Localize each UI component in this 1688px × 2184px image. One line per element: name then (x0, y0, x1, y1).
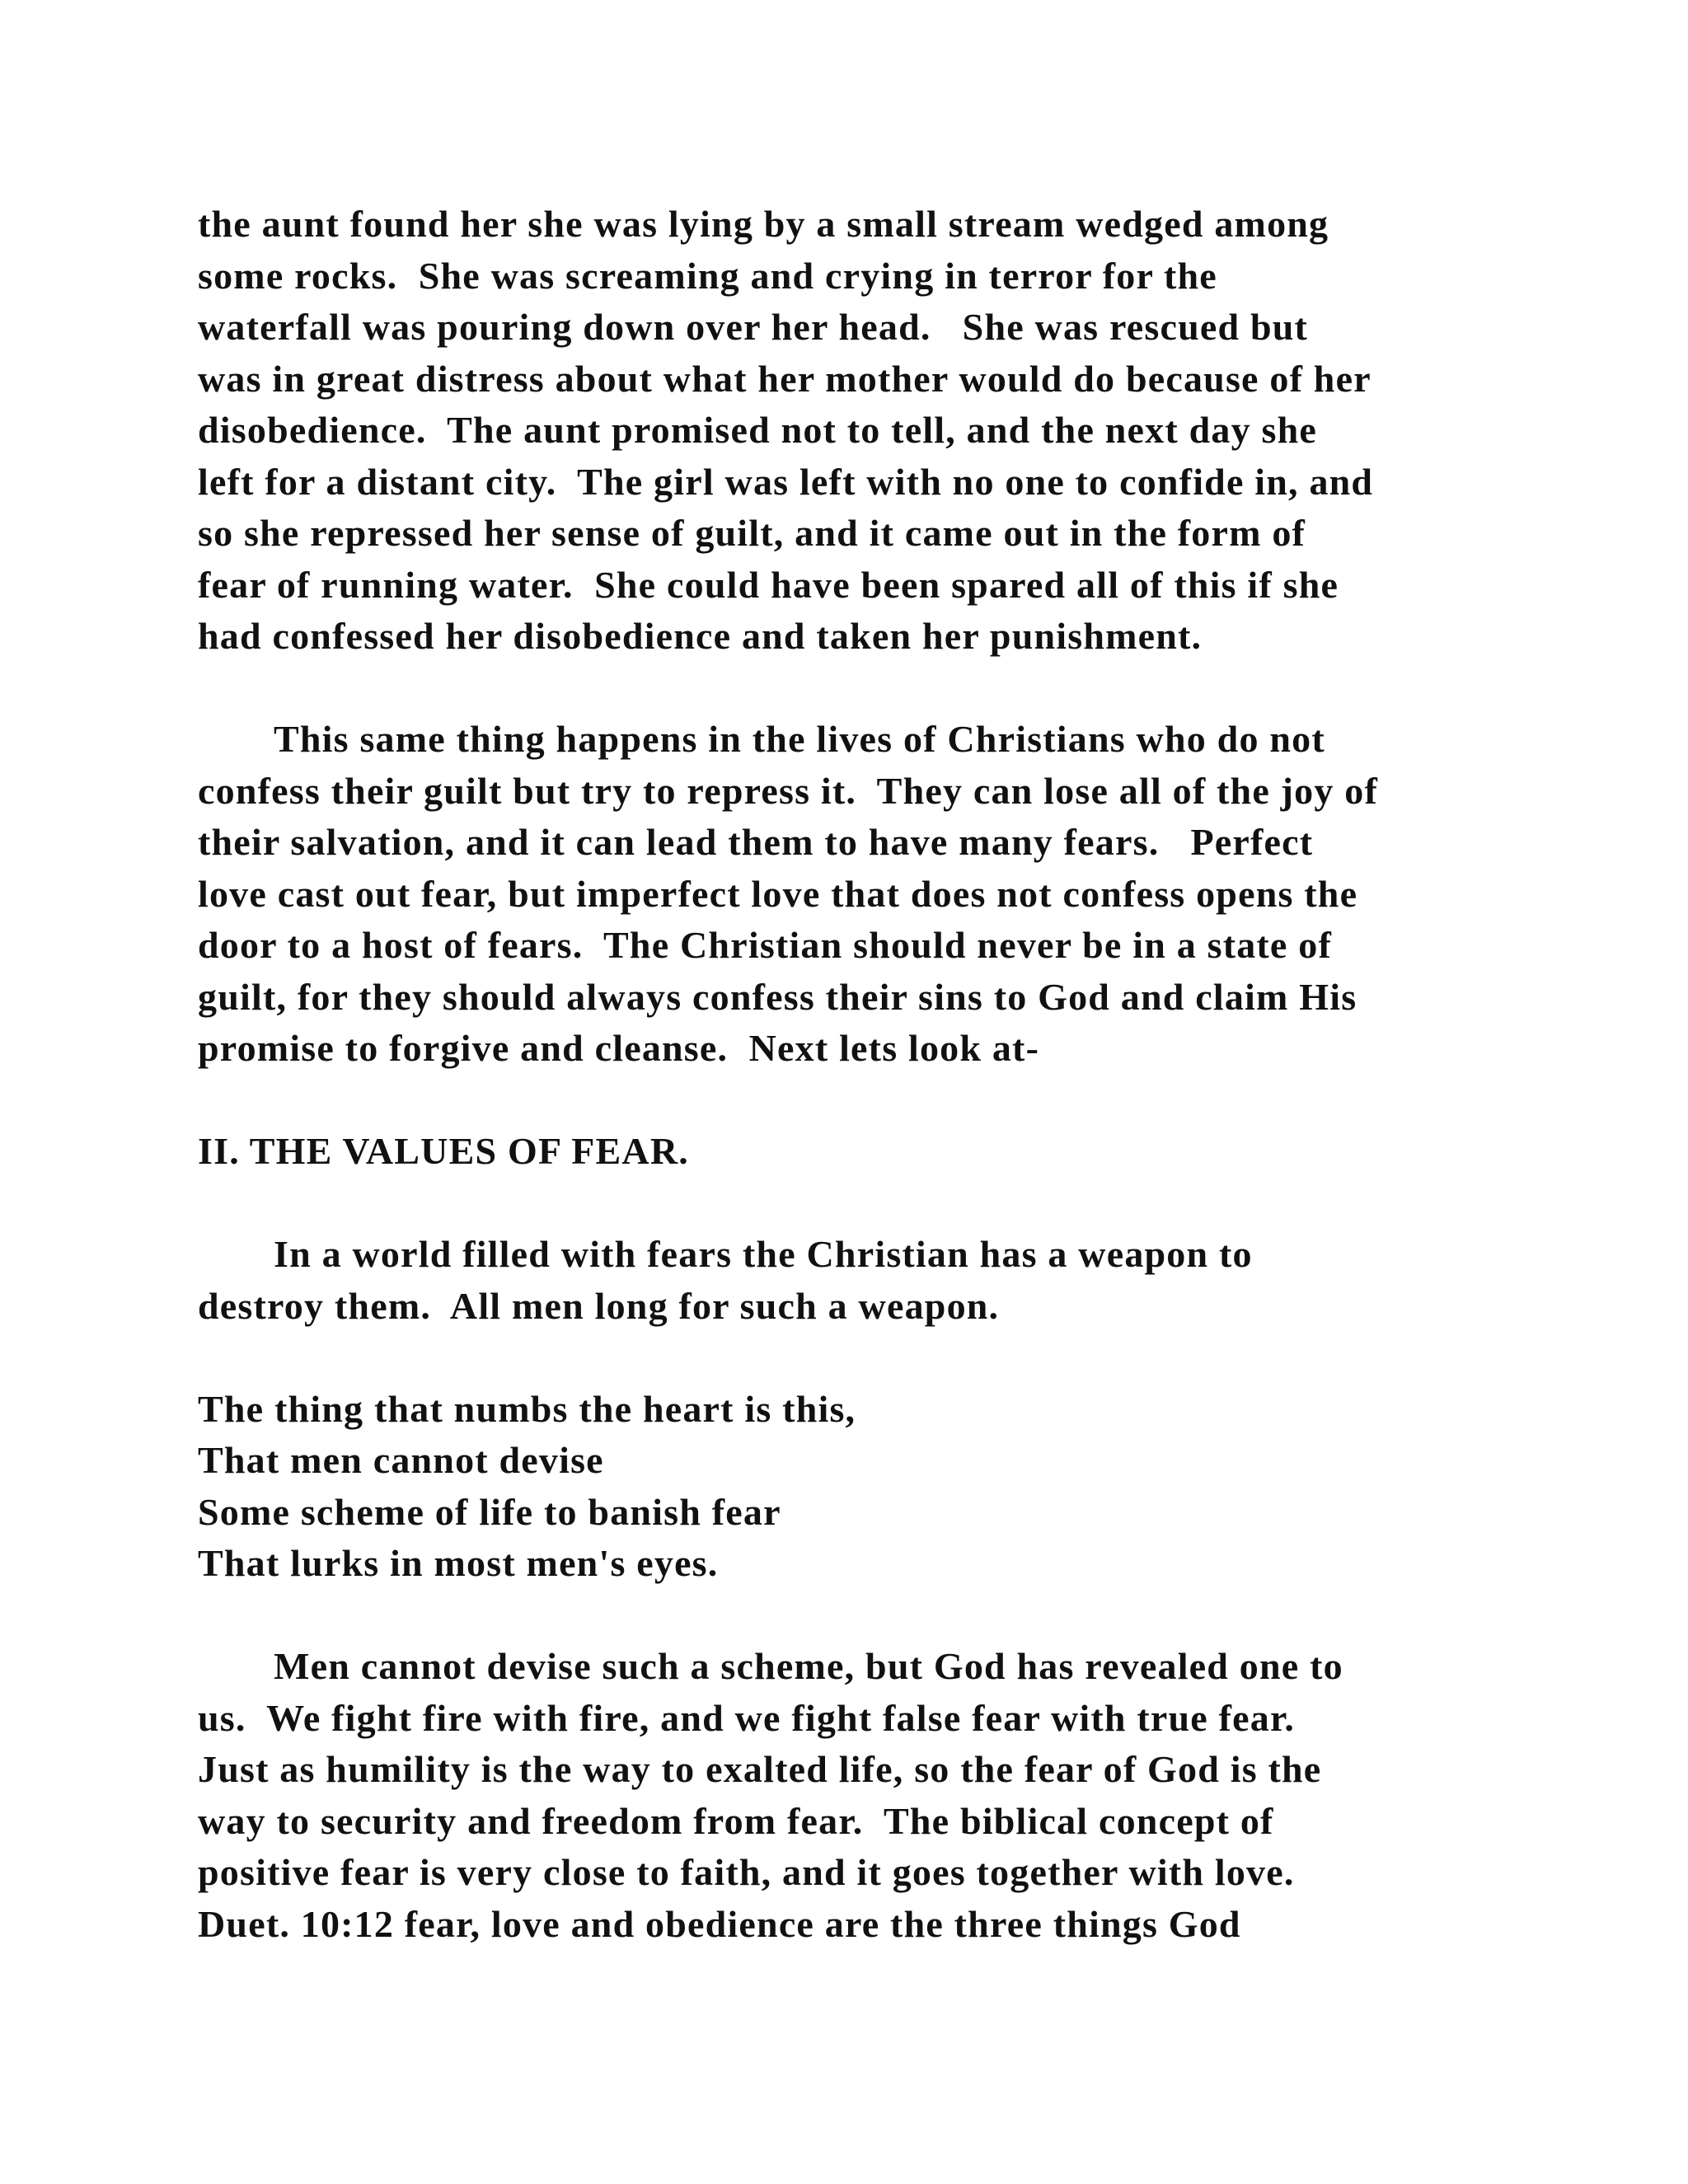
text-line: was in great distress about what her mother would do because of her (198, 357, 1372, 400)
text-line: the aunt found her she was lying by a small stream wedged among (198, 203, 1329, 245)
text-line: us. We fight fire with fire, and we fight false fear with true fear. (198, 1696, 1296, 1739)
text-line: disobedience. The aunt promised not to tell, and the next day she (198, 409, 1317, 451)
paragraph-christians-guilt (198, 714, 1533, 1075)
paragraph-gap (198, 663, 1533, 715)
poem-line: The thing that numbs the heart is this, (198, 1387, 856, 1430)
text-line: This same thing happens in the lives of Christians who do not (274, 718, 1325, 760)
text-line: Duet. 10:12 fear, love and obedience are the three things God (198, 1902, 1241, 1945)
text-line: way to security and freedom from fear. The biblical concept of (198, 1799, 1274, 1842)
section-heading (198, 1126, 1533, 1178)
paragraph-continuation (198, 199, 1533, 663)
text-line: some rocks. She was screaming and crying in terror for the (198, 254, 1217, 297)
text-line: positive fear is very close to faith, and it goes together with love. (198, 1851, 1295, 1893)
text-line: destroy them. All men long for such a weapon. (198, 1284, 1000, 1327)
poem-line: That men cannot devise (198, 1439, 604, 1481)
paragraph-gap (198, 1075, 1533, 1127)
text-line: guilt, for they should always confess their sins to God and claim His (198, 975, 1357, 1018)
heading-text: II. THE VALUES OF FEAR. (198, 1130, 689, 1172)
text-line: left for a distant city. The girl was left with no one to confide in, and (198, 460, 1374, 503)
paragraph-weapon (198, 1229, 1533, 1332)
text-line: had confessed her disobedience and taken her punishment. (198, 615, 1203, 657)
text-line: confess their guilt but try to repress it. They can lose all of the joy of (198, 769, 1378, 812)
text-line: door to a host of fears. The Christian should never be in a state of (198, 924, 1332, 966)
paragraph-gap (198, 1178, 1533, 1230)
text-line: In a world filled with fears the Christian has a weapon to (274, 1233, 1253, 1275)
text-line: waterfall was pouring down over her head. She was rescued but (198, 306, 1309, 348)
text-line: fear of running water. She could have been spared all of this if she (198, 563, 1339, 606)
text-line: promise to forgive and cleanse. Next lets look at- (198, 1027, 1040, 1069)
text-line: Men cannot devise such a scheme, but God has revealed one to (274, 1645, 1343, 1687)
poem-line: Some scheme of life to banish fear (198, 1490, 781, 1533)
poem-line: That lurks in most men's eyes. (198, 1542, 719, 1584)
text-line: Just as humility is the way to exalted life, so the fear of God is the (198, 1748, 1322, 1790)
text-line: so she repressed her sense of guilt, and it came out in the form of (198, 512, 1306, 554)
text-line: their salvation, and it can lead them to have many fears. Perfect (198, 821, 1314, 863)
document-page (198, 199, 1533, 1950)
text-line: love cast out fear, but imperfect love that does not confess opens the (198, 872, 1358, 915)
paragraph-gap (198, 1590, 1533, 1642)
paragraph-scheme (198, 1641, 1533, 1950)
poem (198, 1384, 1533, 1590)
paragraph-gap (198, 1332, 1533, 1384)
